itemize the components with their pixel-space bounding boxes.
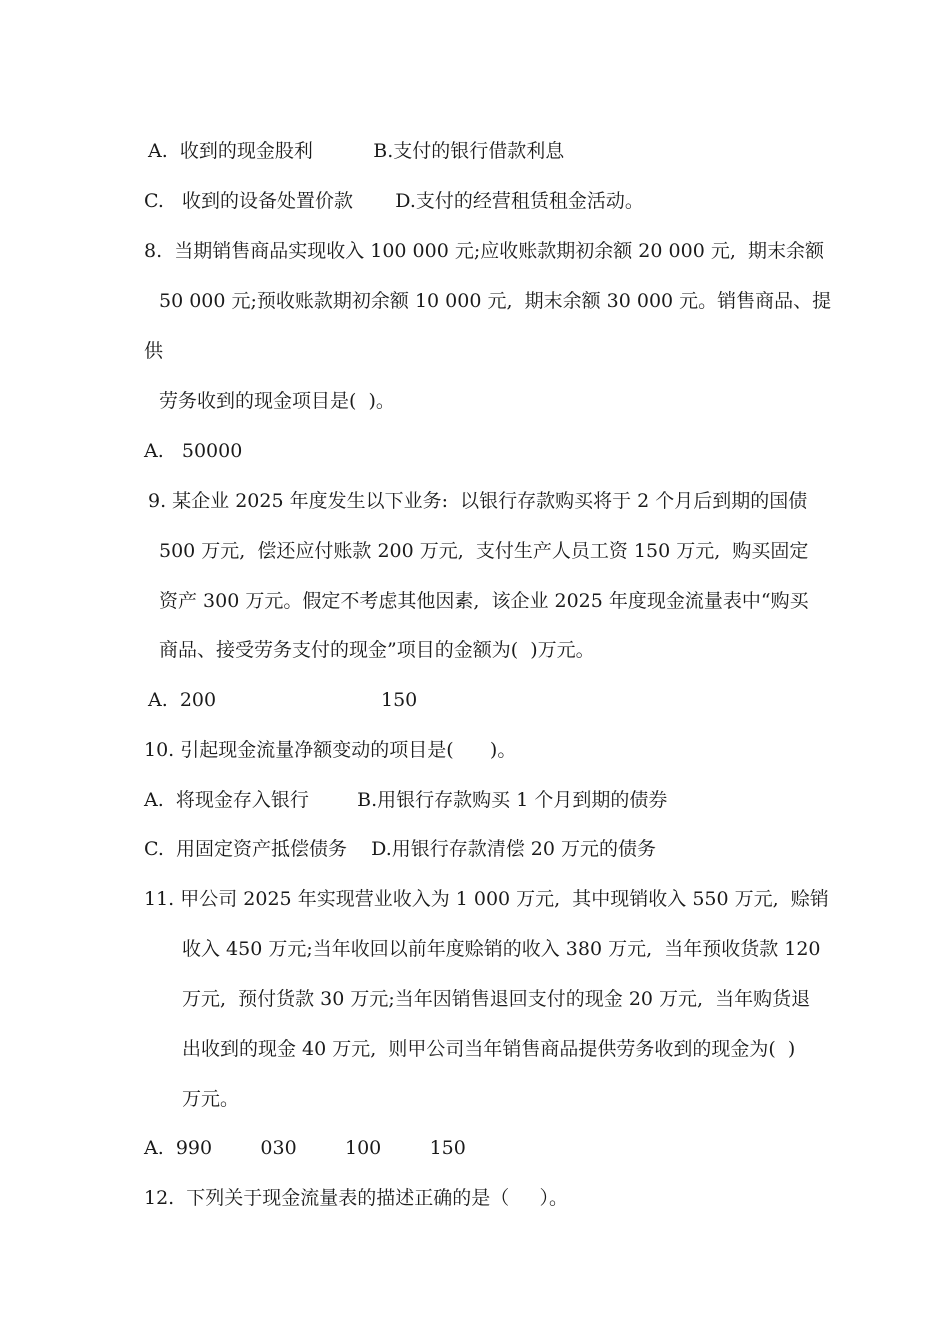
option-line-11: A. 990 030 100 150: [144, 1137, 466, 1159]
question-8-line-3: 供: [144, 340, 164, 362]
question-11-line-4: 出收到的现金 40 万元, 则甲公司当年销售商品提供劳务收到的现金为( ): [182, 1038, 796, 1060]
question-9-line-1: 9. 某企业 2025 年度发生以下业务: 以银行存款购买将于 2 个月后到期的国债: [148, 490, 808, 512]
question-8-line-4: 劳务收到的现金项目是( )。: [159, 390, 395, 412]
question-9-line-3: 资产 300 万元。假定不考虑其他因素, 该企业 2025 年度现金流量表中“购买: [159, 590, 809, 612]
option-line-8a: A. 50000: [144, 440, 243, 462]
option-line-7cd: C. 收到的设备处置价款 D.支付的经营租赁租金活动。: [144, 190, 644, 212]
question-8-line-1: 8. 当期销售商品实现收入 100 000 元;应收账款期初余额 20 000 元, 期末余额: [144, 240, 824, 262]
question-11-line-3: 万元, 预付货款 30 万元;当年因销售退回支付的现金 20 万元, 当年购货退: [182, 988, 811, 1010]
option-line-7ab: A. 收到的现金股利 B.支付的银行借款利息: [148, 140, 565, 162]
question-12: 12. 下列关于现金流量表的描述正确的是（ ）。: [144, 1187, 568, 1209]
question-9-line-2: 500 万元, 偿还应付账款 200 万元, 支付生产人员工资 150 万元, 购买固定: [159, 540, 809, 562]
question-11-line-2: 收入 450 万元;当年收回以前年度赊销的收入 380 万元, 当年预收货款 120: [182, 938, 821, 960]
option-line-10ab: A. 将现金存入银行 B.用银行存款购买 1 个月到期的债券: [144, 789, 668, 811]
question-8-line-2: 50 000 元;预收账款期初余额 10 000 元, 期末余额 30 000 元。销售商品、提: [159, 290, 832, 312]
question-9-line-4: 商品、接受劳务支付的现金”项目的金额为( )万元。: [159, 639, 595, 661]
option-line-10cd: C. 用固定资产抵偿债务 D.用银行存款清偿 20 万元的债务: [144, 838, 656, 860]
question-11-line-5: 万元。: [182, 1088, 240, 1110]
option-line-9a: A. 200: [148, 689, 217, 711]
question-10: 10. 引起现金流量净额变动的项目是( )。: [144, 739, 517, 761]
question-11-line-1: 11. 甲公司 2025 年实现营业收入为 1 000 万元, 其中现销收入 550 万元, 赊销: [144, 888, 829, 910]
option-line-9b: 150: [381, 689, 418, 711]
